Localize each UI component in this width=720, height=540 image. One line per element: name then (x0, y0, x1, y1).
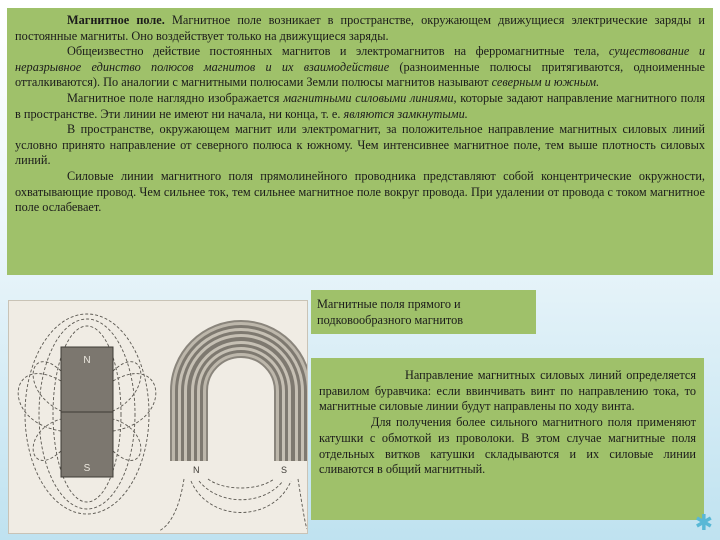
paragraph-3-mid: которые задают направление магнитного поля в пространстве. Эти линии не имеют ни начала, ни конца, т. е. (15, 90, 705, 121)
paragraph-direction (15, 122, 705, 169)
paragraph-2-em: существование и неразрывное единство полюсов магнитов и их взаимодействие (15, 44, 705, 74)
rule-paragraph-text: Направление магнитных силовых линий определяется правилом буравчика: если ввинчивать винт по направлению тока, то магнитные силовые линии будут направлены по ходу винта. (319, 368, 696, 414)
bar-north-label: N (83, 355, 91, 366)
figure-caption: Магнитные поля прямого и подковообразного магнитов (311, 290, 536, 334)
paragraph-magnetic-field (15, 13, 705, 44)
coil-paragraph-text: Для получения более сильного магнитного поля применяют катушки с обмоткой из проволоки. В этом случае магнитные поля отдельных витков катушки складываются и их силовые линии сливаются в общий магнитный. (319, 415, 696, 477)
paragraph-1-text: Магнитное поле возникает в пространстве, окружающем движущиеся электрические заряды и постоянные магниты. Оно воздействует только на движущиеся заряды. (15, 13, 705, 43)
paragraph-2-start: Общеизвестно действие постоянных магнитов и электромагнитов на ферромагнитные тела, (67, 44, 609, 59)
right-rule-panel (311, 358, 704, 520)
paragraph-2-mid: (разноименные полюсы притягиваются, одноименные отталкиваются). По аналогии с магнитными полюсами Земли полюсы магнитов называют (15, 59, 705, 90)
paragraph-2-em2: северным и южным. (491, 75, 600, 90)
main-text-panel (7, 8, 713, 275)
coil-paragraph (319, 415, 696, 478)
term-magnetic-field: Магнитное поле. (67, 13, 165, 27)
horse-south-label: S (281, 465, 288, 475)
bar-south-label: S (83, 463, 91, 474)
paragraph-5-text: Силовые линии магнитного поля прямолинейного проводника представляют собой концентрические окружности, охватывающие провод. Чем сильнее ток, тем сильнее магнитное поле вокруг провода. При удалении от провода с током магнитное поле ослабевает. (15, 168, 705, 215)
paragraph-3-em: магнитными силовыми линиями, (283, 90, 457, 105)
paragraph-3-start: Магнитное поле наглядно изображается (67, 90, 284, 105)
magnet-field-figure (8, 300, 308, 534)
paragraph-conductor (15, 169, 705, 216)
star-icon: ✱ (694, 511, 713, 536)
horseshoe-field-lines (159, 479, 307, 531)
paragraph-3-em2: являются замкнутыми. (343, 106, 468, 121)
paragraph-poles (15, 44, 705, 91)
magnet-field-diagram (9, 301, 307, 533)
rule-paragraph (319, 368, 696, 415)
paragraph-4-text: В пространстве, окружающем магнит или электромагнит, за положительное направление магнитных силовых линий условно принято направление от северного полюса к южному. Чем интенсивнее магнитное поле, тем выше плотность силовых линий. (15, 122, 705, 168)
horseshoe-magnet (189, 339, 293, 461)
horse-north-label: N (193, 465, 200, 475)
paragraph-field-lines (15, 91, 705, 122)
